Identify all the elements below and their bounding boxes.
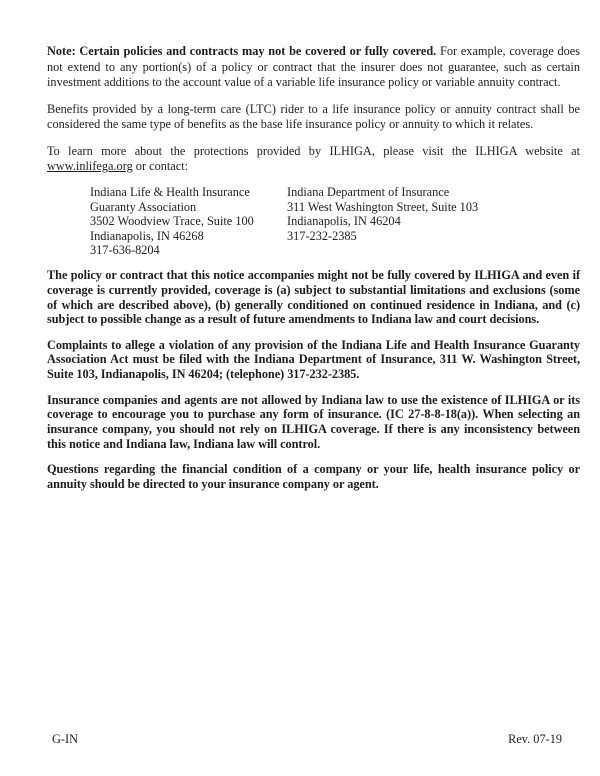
coverage-limitations-paragraph: The policy or contract that this notice accompanies might not be fully covered by ILHIGA and even if coverage is currently provided, coverage is (a) subject to substantial limitations and exclusions (some of which are described above), (b) generally conditioned on continued residence in Indiana, and (c) subject to possible change as a result of future amendments to Indiana law and court decisions. — [47, 267, 580, 327]
note-paragraph-bold-lead: Note: Certain policies and contracts may not be covered or fully covered. — [47, 44, 437, 58]
ltc-benefits-paragraph: Benefits provided by a long-term care (LTC) rider to a life insurance policy or annuity contract shall be considered the same type of benefits as the base life insurance policy or annuity to which it relates. — [47, 101, 580, 132]
page-footer — [52, 732, 562, 746]
address-line: 311 West Washington Street, Suite 103 — [287, 199, 479, 214]
questions-paragraph: Questions regarding the financial condition of a company or your life, health insurance policy or annuity should be directed to your insurance company or agent. — [47, 462, 580, 492]
form-code: G-IN — [52, 732, 78, 746]
contact-block — [47, 185, 580, 257]
learn-more-text-before: To learn more about the protections provided by ILHIGA, please visit the ILHIGA website at — [47, 143, 580, 158]
address-line: Indiana Life & Health Insurance — [90, 185, 250, 200]
address-line: Indiana Department of Insurance — [287, 185, 450, 200]
department-of-insurance-address — [287, 185, 478, 257]
address-line: Indianapolis, IN 46268 — [90, 228, 204, 243]
learn-more-paragraph — [47, 144, 580, 175]
note-paragraph — [47, 44, 580, 91]
document-content — [47, 44, 580, 502]
address-line: Guaranty Association — [90, 199, 197, 214]
learn-more-text-after: or contact: — [132, 159, 189, 174]
guaranty-association-address — [90, 185, 287, 257]
no-inducement-paragraph: Insurance companies and agents are not allowed by Indiana law to use the existence of ILHIGA or its coverage to encourage you to purchase any form of insurance. (IC 27-8-8-18(a)). When selecting an insurance company, you should not rely on ILHIGA coverage. If there is any inconsistency between this notice and Indiana law, Indiana law will control. — [47, 392, 580, 451]
address-line: 3502 Woodview Trace, Suite 100 — [90, 214, 254, 229]
note-paragraph-body: For example, coverage does not extend to any portion(s) of a policy or contract that the insurer does not guarantee, such as certain investment additions to the account value of a variable life insurance policy or variable annuity contract. — [47, 44, 580, 90]
address-line: Indianapolis, IN 46204 — [287, 214, 401, 229]
address-line: 317-232-2385 — [287, 228, 357, 243]
ilhiga-website-link[interactable]: www.inlifega.org — [47, 159, 133, 174]
address-line: 317-636-8204 — [90, 243, 160, 258]
complaints-paragraph: Complaints to allege a violation of any provision of the Indiana Life and Health Insurance Guaranty Association Act must be filed with the Indiana Department of Insurance, 311 W. Washington Street, Suite 103, Indianapolis, IN 46204; (telephone) 317-232-2385. — [47, 337, 580, 382]
revision-code: Rev. 07-19 — [508, 732, 562, 746]
